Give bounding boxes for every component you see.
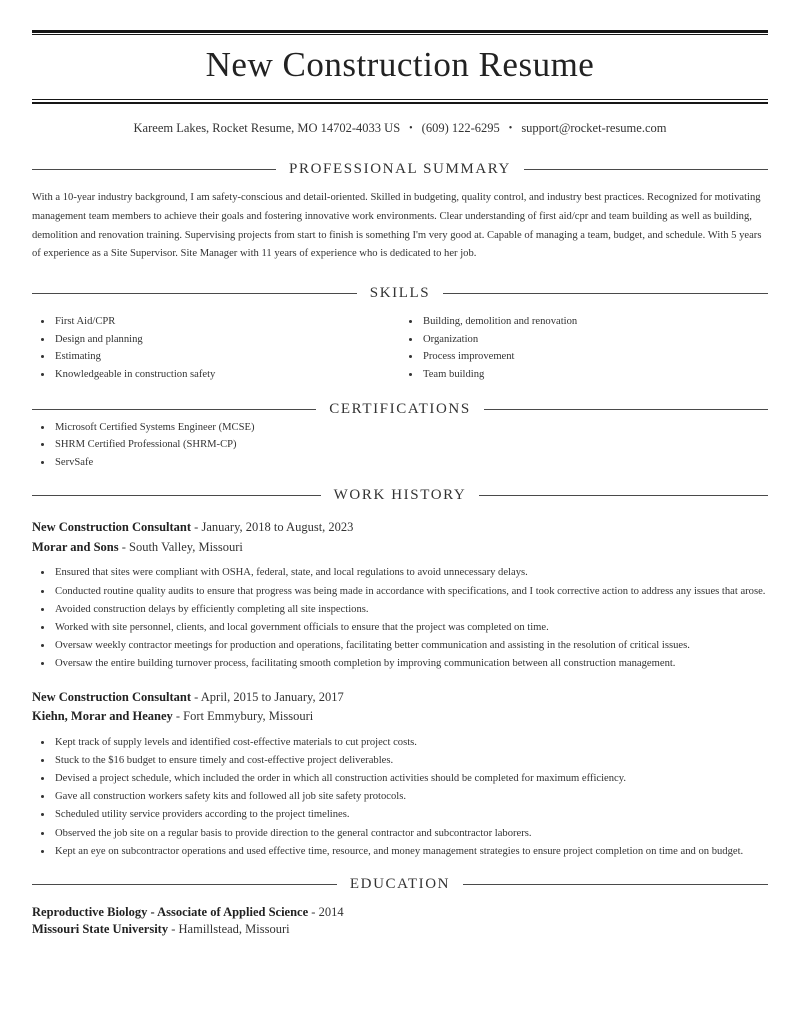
job-bullet: • Oversaw the entire building turnover process, facilitating smooth completion by improving communication between all construction management. bbox=[53, 655, 768, 673]
section-heading-summary: PROFESSIONAL SUMMARY bbox=[289, 161, 511, 177]
job-company: Kiehn, Morar and Heaney bbox=[32, 709, 173, 724]
education-degree-line bbox=[32, 904, 768, 921]
skill-item: • Design and planning bbox=[53, 331, 400, 349]
job-title: New Construction Consultant bbox=[32, 689, 192, 704]
education-degree: Reproductive Biology - Associate of Applied Science bbox=[32, 904, 309, 919]
section-heading-education: EDUCATION bbox=[349, 875, 451, 892]
job-bullet: • Kept track of supply levels and identified cost-effective materials to cut project costs. bbox=[53, 734, 768, 752]
divider-line bbox=[32, 495, 321, 496]
skills-columns bbox=[32, 313, 768, 383]
job-block bbox=[32, 688, 768, 861]
job-bullet: • Avoided construction delays by efficiently completing all site inspections. bbox=[53, 601, 768, 619]
education-school: Missouri State University bbox=[32, 921, 169, 936]
job-bullet: • Stuck to the $16 budget to ensure timely and cost-effective project deliverables. bbox=[53, 752, 768, 770]
divider-line bbox=[32, 169, 276, 170]
rule-thin bbox=[32, 34, 768, 35]
skill-item: • Process improvement bbox=[421, 348, 768, 366]
job-bullet: • Observed the job site on a regular basis to provide direction to the general contractor and subcontractor laborers. bbox=[53, 825, 768, 843]
skills-column-left bbox=[32, 313, 400, 383]
job-title: New Construction Consultant bbox=[32, 520, 192, 535]
divider-line bbox=[484, 409, 768, 410]
job-location: - South Valley, Missouri bbox=[118, 539, 243, 554]
job-bullet: • Worked with site personnel, clients, and local government officials to ensure that the project was completed on time. bbox=[53, 619, 768, 637]
job-company-line bbox=[32, 707, 768, 727]
divider-line bbox=[32, 409, 316, 410]
skill-item: • Estimating bbox=[53, 348, 400, 366]
job-bullet: • Oversaw weekly contractor meetings for production and operations, facilitating better communication and assisting in the resolution of critical issues. bbox=[53, 637, 768, 655]
job-bullet: • Scheduled utility service providers according to the project timelines. bbox=[53, 806, 768, 824]
contact-address: Kareem Lakes, Rocket Resume, MO 14702-4033 US bbox=[133, 121, 401, 135]
job-title-line bbox=[32, 518, 768, 538]
contact-separator: • bbox=[409, 123, 413, 134]
job-bullet: • Conducted routine quality audits to ensure that progress was being made in accordance with specifications, and I took corrective action to address any issues that arose. bbox=[53, 583, 768, 601]
education-year: - 2014 bbox=[308, 904, 344, 919]
job-bullet-list bbox=[32, 564, 768, 673]
job-bullet-list bbox=[32, 734, 768, 861]
skill-item: • Team building bbox=[421, 366, 768, 384]
skill-item: • Knowledgeable in construction safety bbox=[53, 366, 400, 384]
skill-item: • Building, demolition and renovation bbox=[421, 313, 768, 331]
job-bullet: • Devised a project schedule, which included the order in which all construction activities should be completed for maximum efficiency. bbox=[53, 770, 768, 788]
section-heading-certifications: CERTIFICATIONS bbox=[329, 400, 471, 417]
divider-line bbox=[32, 293, 357, 294]
job-dates: - January, 2018 to August, 2023 bbox=[191, 520, 354, 535]
divider-line bbox=[479, 495, 768, 496]
job-title-line bbox=[32, 688, 768, 708]
section-divider-skills bbox=[32, 284, 768, 303]
education-location: - Hamillstead, Missouri bbox=[168, 921, 290, 936]
job-bullet: • Ensured that sites were compliant with OSHA, federal, state, and local regulations to avoid unnecessary delays. bbox=[53, 564, 768, 582]
page-title: New Construction Resume bbox=[205, 45, 595, 84]
job-block bbox=[32, 518, 768, 673]
divider-line bbox=[524, 169, 768, 170]
skill-item: • First Aid/CPR bbox=[53, 313, 400, 331]
contact-line bbox=[32, 119, 768, 138]
rule-thick bbox=[32, 102, 768, 105]
divider-line bbox=[463, 884, 768, 885]
section-divider-summary bbox=[32, 160, 768, 179]
contact-phone: (609) 122-6295 bbox=[421, 121, 500, 135]
education-school-line bbox=[32, 921, 768, 938]
header-rule-bottom bbox=[32, 99, 768, 104]
section-heading-skills: SKILLS bbox=[369, 285, 431, 302]
job-company: Morar and Sons bbox=[32, 539, 119, 554]
job-location: - Fort Emmybury, Missouri bbox=[172, 709, 314, 724]
section-divider-work-history bbox=[32, 486, 768, 505]
job-company-line bbox=[32, 538, 768, 558]
skills-list-left bbox=[32, 313, 400, 383]
skills-column-right bbox=[400, 313, 768, 383]
section-divider-education bbox=[32, 875, 768, 894]
certification-item: • SHRM Certified Professional (SHRM-CP) bbox=[53, 436, 768, 454]
header-rule-top bbox=[32, 30, 768, 35]
divider-line bbox=[32, 884, 337, 885]
certification-item: • Microsoft Certified Systems Engineer (MCSE) bbox=[53, 419, 768, 437]
rule-thin bbox=[32, 99, 768, 100]
job-bullet: • Gave all construction workers safety kits and followed all job site safety protocols. bbox=[53, 788, 768, 806]
job-dates: - April, 2015 to January, 2017 bbox=[191, 689, 344, 704]
certifications-list bbox=[32, 419, 768, 472]
education-block bbox=[32, 904, 768, 938]
contact-separator: • bbox=[508, 123, 513, 134]
job-bullet: • Kept an eye on subcontractor operations and used effective time, resource, and money management strategies to ensure project completion on time and on budget. bbox=[53, 843, 768, 861]
summary-paragraph: With a 10-year industry background, I am safety-conscious and detail-oriented. Skilled in budgeting, quality control, and industry best practices. Recognized for motivating management team members to achieve their goals and fostering innovative work environments. Clear understanding of first aid/cpr and team building as well as building, demolition and renovation training. Supervising projects from start to finish is something I'm very good at. Capable of managing a team, budget, and schedule. With 5 years of experience as a Site Supervisor. Site Manager with 11 years of experience who is dedicated to her job. bbox=[32, 192, 762, 260]
skill-item: • Organization bbox=[421, 331, 768, 349]
section-divider-certifications bbox=[32, 400, 768, 419]
section-heading-work-history: WORK HISTORY bbox=[333, 487, 467, 504]
contact-email: support@rocket-resume.com bbox=[521, 121, 667, 135]
skills-list-right bbox=[400, 313, 768, 383]
certification-item: • ServSafe bbox=[53, 454, 768, 472]
divider-line bbox=[443, 293, 768, 294]
rule-thick bbox=[32, 30, 768, 33]
